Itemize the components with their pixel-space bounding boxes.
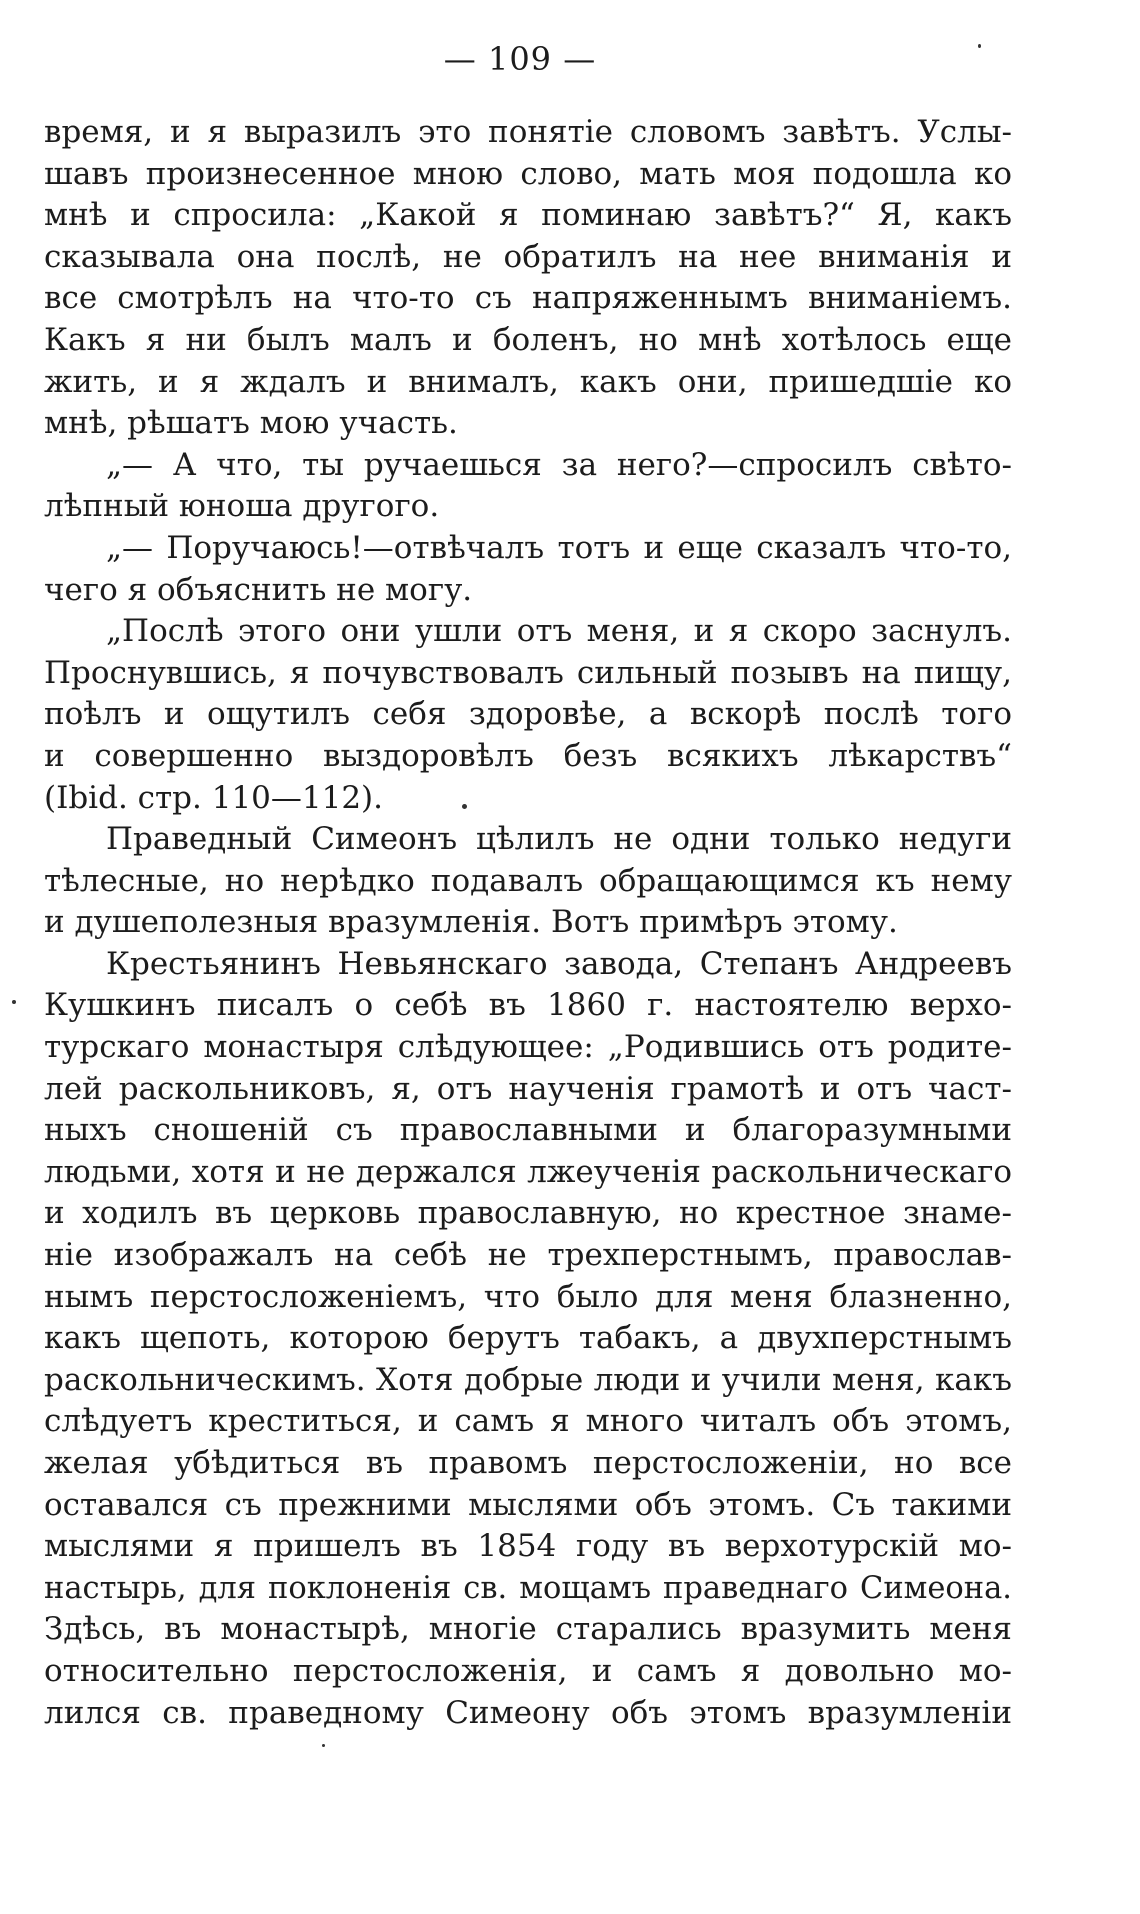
body-text	[44, 112, 1012, 1734]
paragraph	[44, 819, 1012, 944]
text-line: людьми, хотя и не держался лжеученія раскольническаго	[44, 1153, 1012, 1190]
text-line: и ходилъ въ церковь православную, но крестное знаме-	[44, 1195, 1012, 1232]
text-line: поѣлъ и ощутилъ себя здоровѣе, а вскорѣ послѣ того	[44, 696, 1012, 733]
paragraph	[44, 445, 1012, 528]
page-number: — 109 —	[443, 40, 597, 78]
text-line: жить, и я ждалъ и внималъ, какъ они, пришедшіе ко	[44, 363, 1012, 400]
text-line: какъ щепоть, которою берутъ табакъ, а двухперстнымъ	[44, 1320, 1012, 1357]
text-line: все смотрѣлъ на что-то съ напряженнымъ вниманіемъ.	[44, 280, 1012, 317]
text-line: слѣдуетъ креститься, и самъ я много читалъ объ этомъ,	[44, 1403, 1012, 1440]
text-line: сказывала она послѣ, не обратилъ на нее вниманія и	[44, 238, 1012, 275]
text-line: оставался съ прежними мыслями объ этомъ. Съ такими	[44, 1486, 1012, 1523]
text-line: ныхъ сношеній съ православными и благоразумными	[44, 1112, 1012, 1149]
print-speck	[322, 1744, 325, 1747]
paragraph	[44, 528, 1012, 611]
text-line: нымъ перстосложеніемъ, что было для меня блазненно,	[44, 1278, 1012, 1315]
text-line: „— Поручаюсь!—отвѣчалъ тотъ и еще сказалъ что-то,	[106, 529, 1012, 566]
text-line: раскольническимъ. Хотя добрые люди и учили меня, какъ	[44, 1361, 1012, 1398]
print-speck	[462, 804, 467, 809]
text-line: мнѣ, рѣшатъ мою участь.	[44, 405, 458, 442]
text-line: ніе изображалъ на себѣ не трехперстнымъ, православ-	[44, 1237, 1012, 1274]
text-line: тѣлесные, но нерѣдко подавалъ обращающимся къ нему	[44, 862, 1012, 899]
text-line: лился св. праведному Симеону объ этомъ вразумленіи	[44, 1694, 1012, 1731]
text-line: Здѣсь, въ монастырѣ, многіе старались вразумить меня	[44, 1611, 1012, 1648]
text-line: „— А что, ты ручаешься за него?—спросилъ свѣто-	[106, 446, 1012, 483]
text-line: Кушкинъ писалъ о себѣ въ 1860 г. настоятелю верхо-	[44, 987, 1012, 1024]
text-line: относительно перстосложенія, и самъ я довольно мо-	[44, 1652, 1012, 1689]
text-line: „Послѣ этого они ушли отъ меня, и я скоро заснулъ.	[106, 613, 1012, 650]
print-speck	[12, 1000, 16, 1004]
text-line: и душеполезныя вразумленія. Вотъ примѣръ этому.	[44, 904, 898, 941]
text-line: время, и я выразилъ это понятіе словомъ завѣтъ. Услы-	[44, 114, 1012, 150]
text-line: шавъ произнесенное мною слово, мать моя подошла ко	[44, 155, 1012, 192]
text-line: желая убѣдиться въ правомъ перстосложеніи, но все	[44, 1445, 1012, 1481]
text-line: (Ibid. стр. 110—112).	[44, 779, 384, 816]
text-line: Крестьянинъ Невьянскаго завода, Степанъ Андреевъ	[106, 945, 1012, 982]
text-line: мыслями я пришелъ въ 1854 году въ верхотурскій мо-	[44, 1528, 1012, 1565]
text-line: и совершенно выздоровѣлъ безъ всякихъ лѣкарствъ“	[44, 737, 1012, 774]
paragraph	[44, 112, 1012, 445]
text-line: мнѣ и спросила: „Какой я поминаю завѣтъ?“ Я, какъ	[44, 197, 1012, 234]
text-line: турскаго монастыря слѣдующее: „Родившись отъ родите-	[44, 1029, 1012, 1066]
paragraph	[44, 611, 1012, 819]
text-line: Проснувшись, я почувствовалъ сильный позывъ на пищу,	[44, 654, 1012, 691]
paragraph	[44, 944, 1012, 1734]
text-line: чего я объяснить не могу.	[44, 571, 473, 608]
print-speck	[978, 44, 981, 48]
text-line: лѣпный юноша другого.	[44, 488, 440, 525]
text-line: Какъ я ни былъ малъ и боленъ, но мнѣ хотѣлось еще	[44, 321, 1012, 358]
text-line: лей раскольниковъ, я, отъ наученія грамотѣ и отъ част-	[44, 1070, 1012, 1107]
text-line: настырь, для поклоненія св. мощамъ праведнаго Симеона.	[44, 1570, 1012, 1606]
text-line: Праведный Симеонъ цѣлилъ не одни только недуги	[106, 821, 1012, 858]
